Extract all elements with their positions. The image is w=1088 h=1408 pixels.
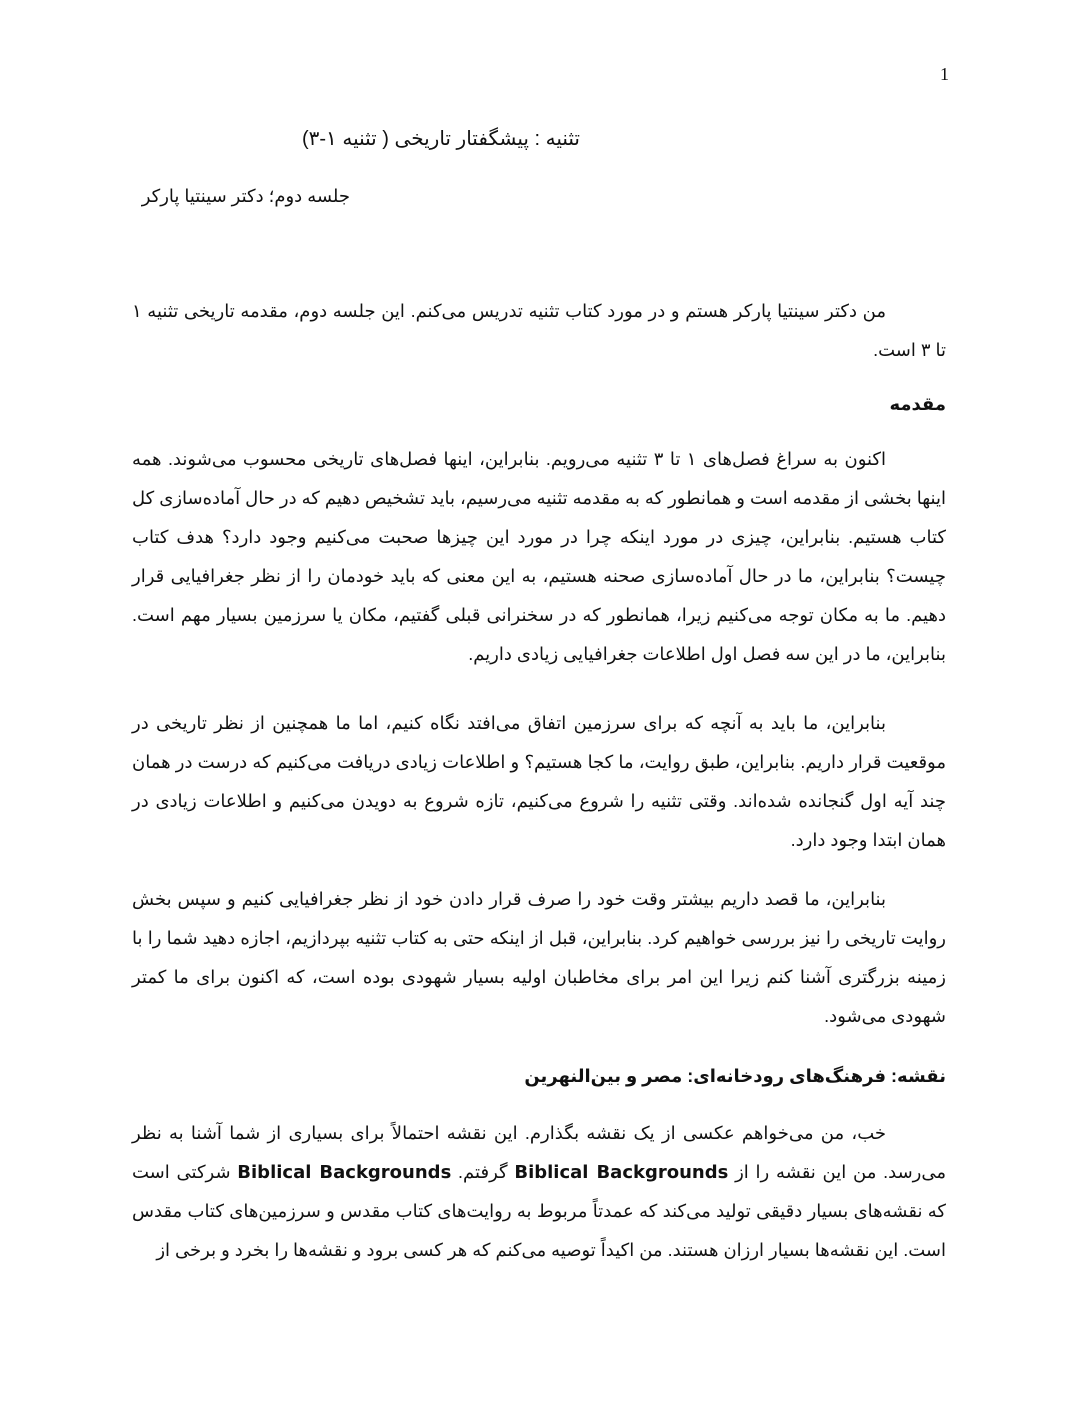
page-number: 1 [940, 64, 949, 84]
paragraph-4-part-b: گرفتم. [458, 1162, 508, 1182]
intro-paragraph: من دکتر سینتیا پارکر هستم و در مورد کتاب تثنیه تدریس می‌کنم. این جلسه دوم، مقدمه تاریخی تثنیه ۱ تا ۳ است. [132, 301, 946, 360]
section-intro-body [132, 440, 946, 674]
brand-name: Biblical Backgrounds [514, 1162, 729, 1183]
section-heading-map: نقشه: فرهنگ‌های رودخانه‌ای: مصر و بین‌النهرین [524, 1066, 946, 1086]
paragraph-3: بنابراین، ما قصد داریم بیشتر وقت خود را صرف قرار دادن خود از نظر جغرافیایی کنیم و سپس بخش روایت تاریخی را نیز بررسی خواهیم کرد. بنابراین، قبل از اینکه حتی به کتاب تثنیه بپردازیم، اجازه دهید شما را با زمینه بزرگتری آشنا کنم زیرا این امر برای مخاطبان اولیه بسیار شهودی بوده است، که اکنون برای ما کمتر شهودی می‌شود. [132, 889, 946, 1026]
paragraph-4-part-c: شرکتی است که نقشه‌های بسیار دقیقی تولید می‌کند که عمدتاً مربوط به روایت‌های کتاب مقدس و سرزمین‌های کتاب مقدس است. این نقشه‌ها بسیار ارزان هستند. من اکیداً توصیه می‌کنم که هر کسی برود و نقشه‌ها را بخرد و برخی از [132, 1162, 946, 1260]
paragraph-4-part-a: خب، من می‌خواهم عکسی از یک نقشه بگذارم. این نقشه احتمالاً برای بسیاری از شما آشنا به نظر می‌رسد. من این نقشه را از [132, 1123, 946, 1182]
section-map-body [132, 1114, 946, 1270]
intro-block [132, 292, 946, 370]
section-heading-intro: مقدمه [889, 394, 946, 414]
brand-name-2: Biblical Backgrounds [237, 1162, 452, 1183]
document-subtitle: جلسه دوم؛ دکتر سینتیا پارکر [141, 186, 350, 206]
paragraph-1: اکنون به سراغ فصل‌های ۱ تا ۳ تثنیه می‌رویم. بنابراین، اینها فصل‌های تاریخی محسوب می‌شوند. همه اینها بخشی از مقدمه است و همانطور که به مقدمه تثنیه می‌رسیم، باید تشخیص دهیم که در حال آماده‌سازی کل کتاب هستیم. بنابراین، چیزی در مورد اینکه چرا در مورد این چیزها صحبت می‌کنیم وجود دارد؟ هدف کتاب چیست؟ بنابراین، ما در حال آماده‌سازی صحنه هستیم، به این معنی که باید خودمان را از نظر جغرافیایی قرار دهیم. ما به مکان توجه می‌کنیم زیرا، همانطور که در سخنرانی قبلی گفتیم، مکان یا سرزمین بسیار مهم است. بنابراین، ما در این سه فصل اول اطلاعات جغرافیایی زیادی داریم. [132, 449, 946, 664]
document-title: تثنیه : پیشگفتار تاریخی ( تثنیه ۱-۳) [301, 128, 580, 150]
section-intro-body-2 [132, 704, 946, 860]
paragraph-4 [132, 1114, 946, 1270]
paragraph-2: بنابراین، ما باید به آنچه که برای سرزمین اتفاق می‌افتد نگاه کنیم، اما ما همچنین از نظر تاریخی در موقعیت قرار داریم. بنابراین، طبق روایت، ما کجا هستیم؟ و اطلاعات زیادی دریافت می‌کنیم که درست در همان چند آیه اول گنجانده شده‌اند. وقتی تثنیه را شروع می‌کنیم، تازه شروع به دویدن می‌کنیم و اطلاعات زیادی در همان ابتدا وجود دارد. [132, 713, 946, 850]
section-intro-body-3 [132, 880, 946, 1036]
